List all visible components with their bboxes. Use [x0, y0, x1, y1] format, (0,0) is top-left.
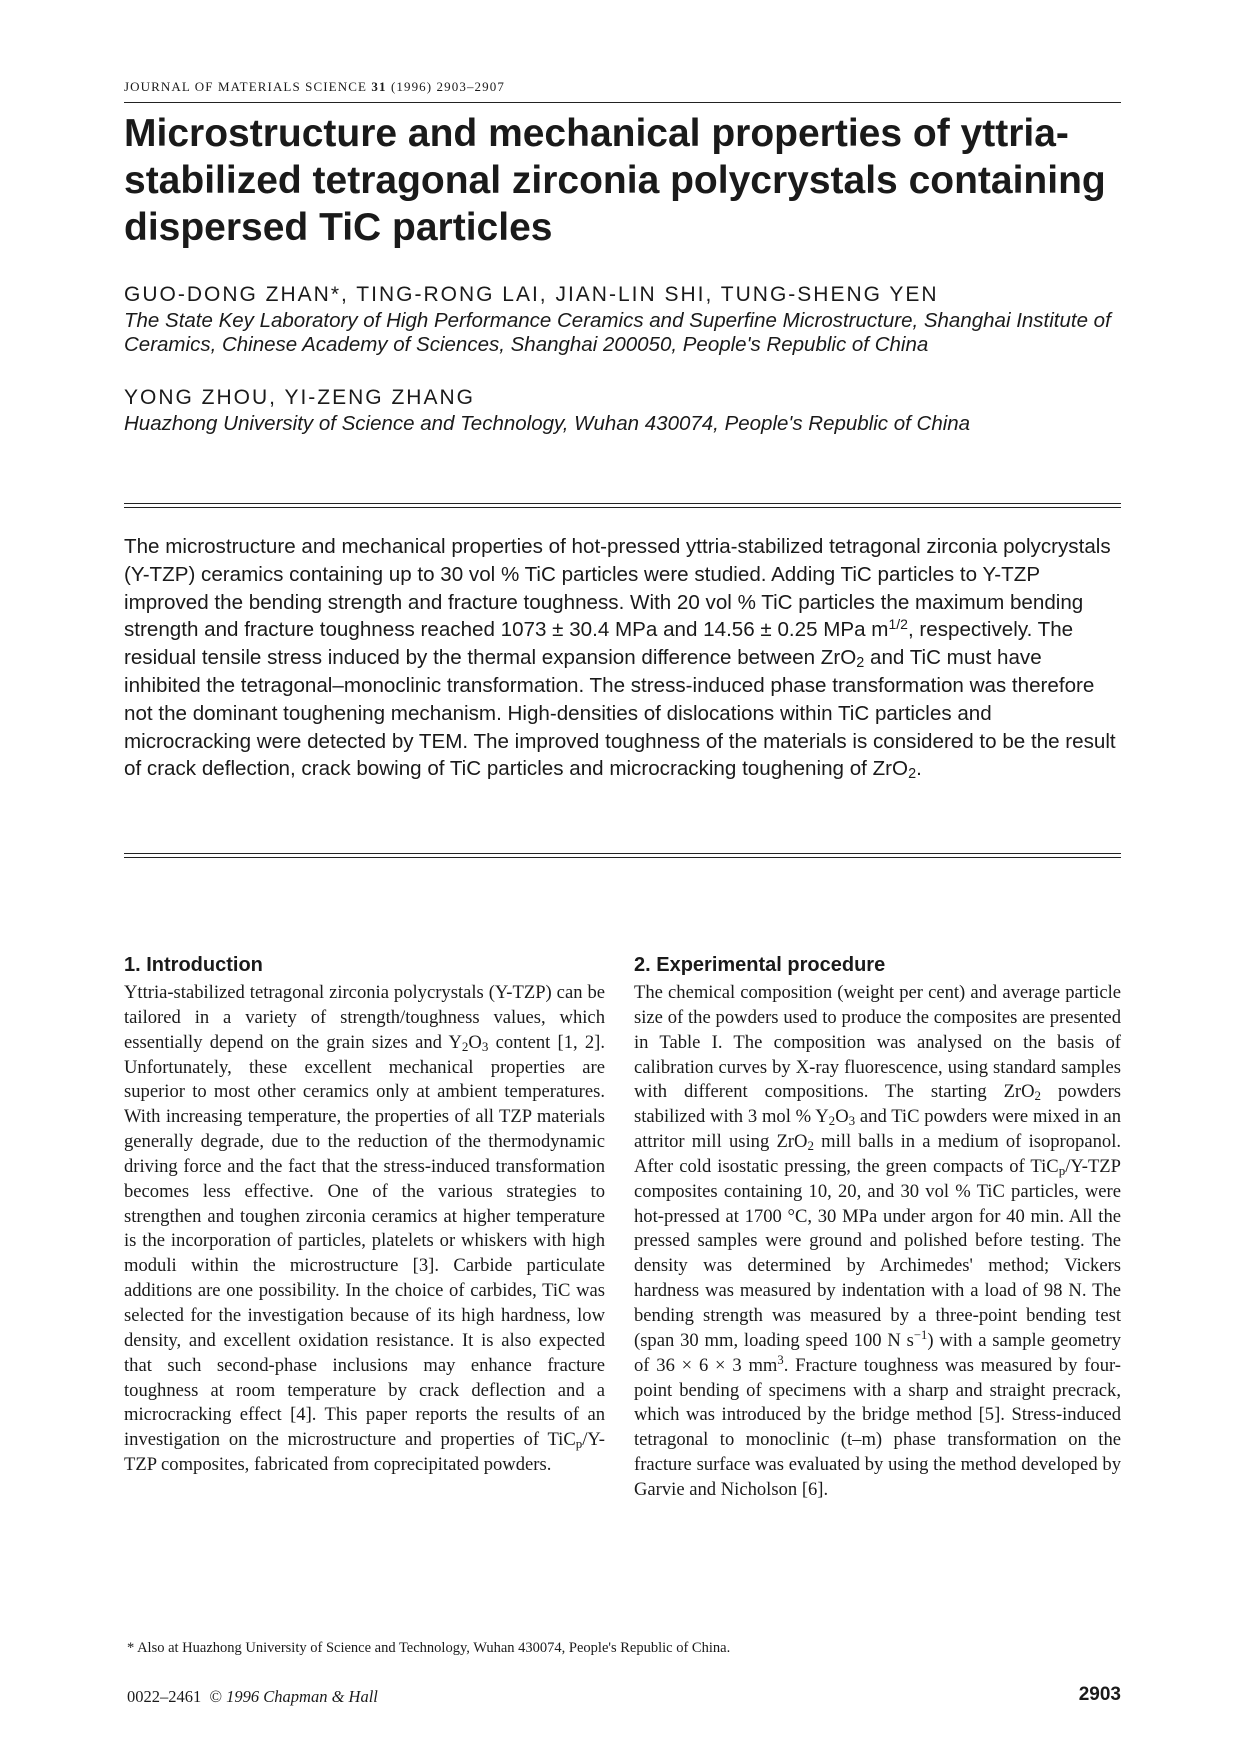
footer-citation: [127, 1687, 378, 1707]
journal-name: JOURNAL OF MATERIALS SCIENCE: [124, 79, 368, 94]
introduction-text: Yttria-stabilized tetragonal zirconia polycrystals (Y-TZP) can be tailored in a variety of strength/toughness values, which essentially depend on the grain sizes and $Y_2O_3$ content [1, 2]. Unfortunately, these excellent mechanical properties are superior to most other ceramics only at ambient temperatures. With increasing temperature, the properties of all TZP materials generally degrade, due to the reduction of the thermodynamic driving force and the fact that the stress-induced transformation becomes less effective. One of the various strategies to strengthen and toughen zirconia ceramics at higher temperature is the incorporation of particles, platelets or whiskers with high moduli within the microstructure [3]. Carbide particulate additions are one possibility. In the choice of carbides, TiC was selected for the investigation because of its high hardness, low density, and excellent oxidation resistance. It is also expected that such second-phase inclusions may enhance fracture toughness at room temperature by crack deflection and a microcracking effect [4]. This paper reports the results of an investigation on the microstructure and properties of TiC$_p$/Y-TZP composites, fabricated from coprecipitated powders.: [124, 982, 605, 1476]
article-title: Microstructure and mechanical properties of yttria-stabilized tetragonal zirconia polycrystals containing dispersed TiC particles: [124, 112, 1106, 249]
journal-year-pages: (1996) 2903–2907: [390, 79, 505, 94]
publisher: 1996 Chapman & Hall: [226, 1687, 378, 1706]
experimental-text: The chemical composition (weight per cent) and average particle size of the powders used to produce the composites are presented in Table I. The composition was analysed on the basis of calibration curves by X-ray fluorescence, using standard samples with different compositions. The starting ZrO$_2$ powders stabilized with 3 mol % $Y_2O_3$ and TiC powders were mixed in an attritor mill using ZrO$_2$ mill balls in a medium of isopropanol. After cold isostatic pressing, the green compacts of TiC$_p$/Y-TZP composites containing 10, 20, and 30 vol % TiC particles, were hot-pressed at 1700 °C, 30 MPa under argon for 40 min. All the pressed samples were ground and polished before testing. The density was determined by Archimedes' method; Vickers hardness was measured by indentation with a load of 98 N. The bending strength was measured by a three-point bending test (span 30 mm, loading speed 100 N $s^{-1}$) with a sample geometry of 36 × 6 × 3 $mm^3$. Fracture toughness was measured by four-point bending of specimens with a sharp and straight precrack, which was introduced by the bridge method [5]. Stress-induced tetragonal to monoclinic (t–m) phase transformation on the fracture surface was evaluated by using the method developed by Garvie and Nicholson [6].: [634, 982, 1122, 1500]
abstract: The microstructure and mechanical properties of hot-pressed yttria-stabilized tetragonal zirconia polycrystals (Y-TZP) ceramics containing up to 30 vol % TiC particles were studied. Adding TiC particles to Y-TZP improved the bending strength and fracture toughness. With 20 vol % TiC particles the maximum bending strength and fracture toughness reached 1073 ± 30.4 MPa and 14.56 ± 0.25 MPa $m^{1/2}$, respectively. The residual tensile stress induced by the thermal expansion difference between ZrO$_2$ and TiC must have inhibited the tetragonal–monoclinic transformation. The stress-induced phase transformation was therefore not the dominant toughening mechanism. High-densities of dislocations within TiC particles and microcracking were detected by TEM. The improved toughness of the materials is considered to be the result of crack deflection, crack bowing of TiC particles and microcracking toughening of ZrO$_2$.: [124, 535, 1116, 783]
author-list-2: YONG ZHOU, YI-ZENG ZHANG: [124, 386, 475, 409]
abstract-rule-bottom: [124, 853, 1121, 858]
author-list-1: GUO-DONG ZHAN*, TING-RONG LAI, JIAN-LIN SHI, TUNG-SHENG YEN: [124, 283, 939, 306]
affiliation-1: The State Key Laboratory of High Performance Ceramics and Superfine Microstructure, Shanghai Institute of Ceramics, Chinese Academy of Sciences, Shanghai 200050, People's Republic of China: [124, 309, 1111, 356]
issn: 0022–2461: [127, 1687, 202, 1706]
affiliation-footnote: * Also at Huazhong University of Science and Technology, Wuhan 430074, People's Republic of China.: [127, 1640, 731, 1656]
section-heading-introduction: 1. Introduction: [124, 954, 263, 976]
abstract-rule-top: [124, 503, 1121, 508]
journal-volume: 31: [371, 79, 387, 94]
page-number: 2903: [1078, 1684, 1121, 1705]
affiliation-2: Huazhong University of Science and Technology, Wuhan 430074, People's Republic of China: [124, 412, 971, 435]
running-header: [124, 79, 505, 95]
header-rule: [124, 102, 1121, 103]
copyright-icon: ©: [209, 1687, 223, 1706]
section-heading-experimental: 2. Experimental procedure: [634, 954, 886, 976]
